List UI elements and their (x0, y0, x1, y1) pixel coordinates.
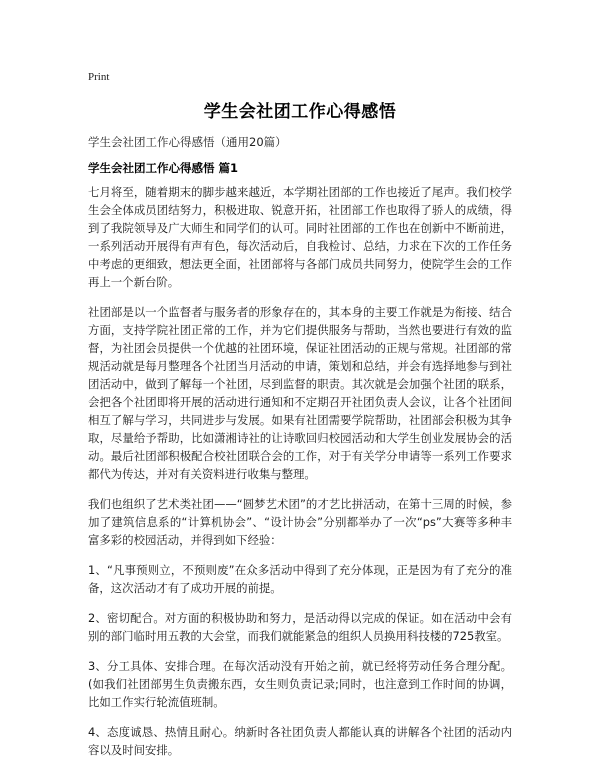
document-subtitle: 学生会社团工作心得感悟（通用20篇） (88, 135, 287, 149)
print-label[interactable]: Print (88, 71, 110, 83)
paragraph-point-2: 2、密切配合。对方面的积极协助和努力，是活动得以完成的保证。如在活动中会有别的部门临时用五教的大会堂，而我们就能紧急的组织人员换用科技楼的725教室。 (88, 611, 512, 643)
paragraph-point-1: 1、“凡事预则立，不预则废”在众多活动中得到了充分体现，正是因为有了充分的准备，这次活动才有了成功开展的前提。 (88, 563, 512, 595)
document-body (88, 183, 512, 771)
paragraph-intro: 七月将至，随着期末的脚步越来越近，本学期社团部的工作也接近了尾声。我们校学生会全体成员团结努力，积极进取、锐意开拓，社团部工作也取得了骄人的成绩，得到了我院领导及广大师生和同学们的认可。同时社团部的工作也在创新中不断前进，一系列活动开展得有声有色，每次活动后，自我检讨、总结，力求在下次的工作任务中考虑的更细致，想法更全面，社团部将与各部门成员共同努力，使院学生会的工作再上一个新台阶。 (88, 185, 512, 289)
paragraph-department-role: 社团部是以一个监督者与服务者的形象存在的，其本身的主要工作就是为衔接、结合方面，支持学院社团正常的工作，并为它们提供服务与帮助，当然也要进行有效的监督，为社团会员提供一个优越的社团环境，保证社团活动的正规与常规。社团部的常规活动就是每月整理各个社团当月活动的申请，策划和总结，并会有选择地参与到社团活动中，做到了解每一个社团，尽到监督的职责。其次就是会加强个社团的联系，会把各个社团即将开展的活动进行通知和不定期召开社团负责人会议，让各个社团间相互了解与学习，共同进步与发展。如果有社团需要学院帮助，社团部会积极为其争取，尽量给予帮助，比如潇湘诗社的让诗歌回归校园活动和大学生创业发展协会的活动。最后社团部积极配合校社团联合会的工作，对于有关学分申请等一系列工作要求都代为传达，并对有关资料进行收集与整理。 (88, 305, 512, 481)
paragraph-point-4: 4、态度诚恳、热情且耐心。纳新时各社团负责人都能认真的讲解各个社团的活动内容以及时间安排。 (88, 725, 512, 757)
paragraph-activities: 我们也组织了艺术类社团——“圆梦艺术团”的才艺比拼活动，在第十三周的时候，参加了建筑信息系的“计算机协会”、“设计协会”分别都举办了一次“ps”大赛等多种丰富多彩的校园活动，并得到如下经验： (88, 497, 512, 547)
paragraph-point-3: 3、分工具体、安排合理。在每次活动没有开始之前，就已经将劳动任务合理分配。(如我们社团部男生负责搬东西，女生则负责记录;同时，也注意到工作时间的协调，比如工作实行轮流值班制。 (88, 659, 512, 709)
section-heading: 学生会社团工作心得感悟 篇1 (88, 161, 239, 175)
page-title: 学生会社团工作心得感悟 (203, 102, 397, 122)
